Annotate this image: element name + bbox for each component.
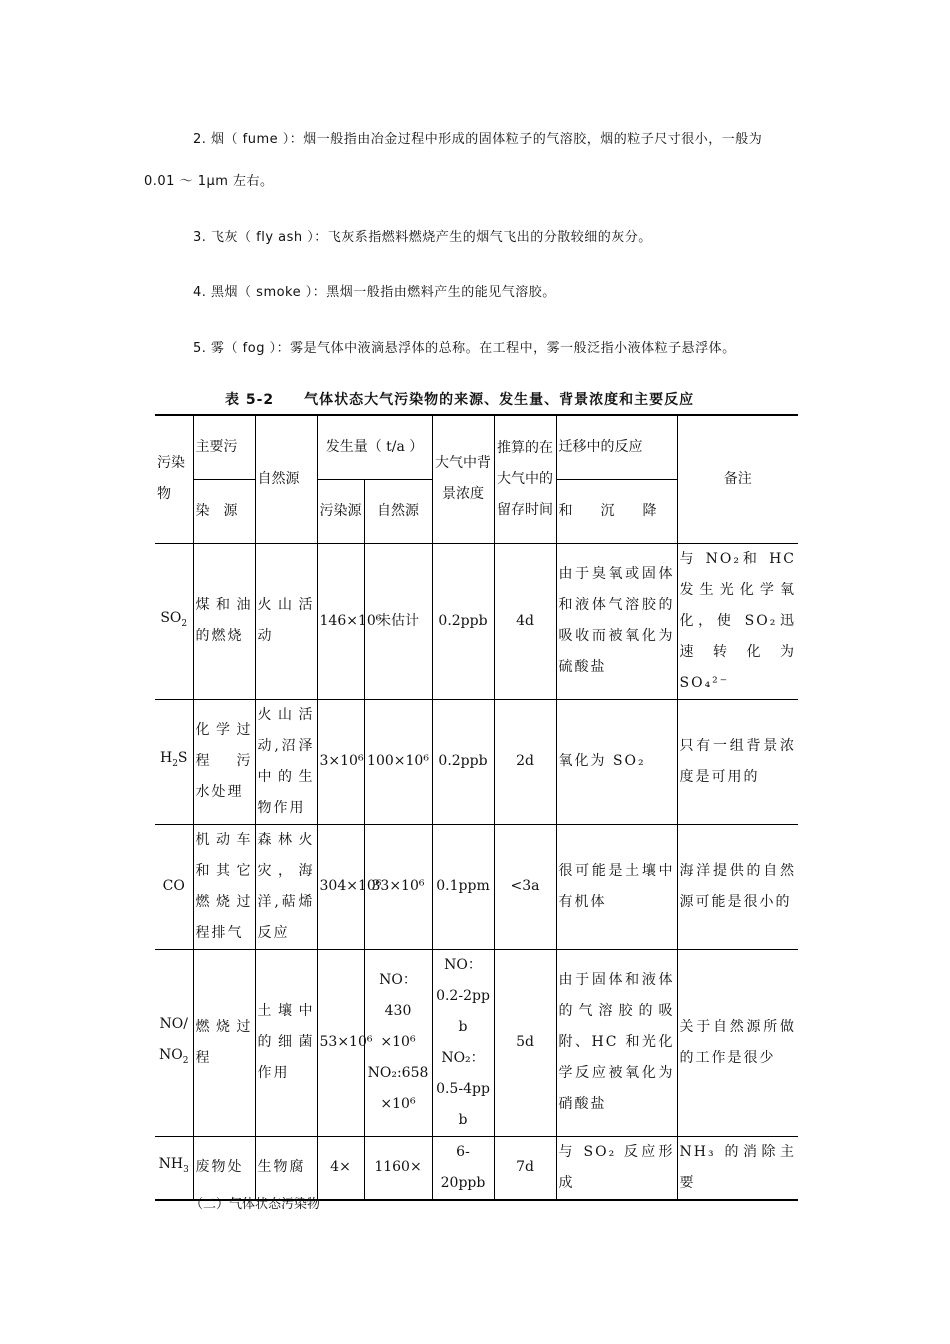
remarks-cell: 与 NO₂和 HC 发生光化学氧化，使 SO₂迅速转化为 SO₄²⁻ [677,543,798,699]
pollutant-cell: NO/ $NO_2$ [155,949,193,1136]
remarks-cell: 海洋提供的自然源可能是很小的 [677,824,798,949]
header-main-source-top: 主要污 [193,415,255,479]
residence-cell: 4d [494,543,556,699]
table-row [155,699,798,824]
natural-source-cell: 火山活动 [255,543,317,699]
table-caption: 表 5-2 气体状态大气污染物的来源、发生量、背景浓度和主要反应 [225,392,695,408]
residence-cell: 2d [494,699,556,824]
natural-source-cell: 土壤中的细菌作用 [255,949,317,1136]
emission-natural-cell: 33×10⁶ [364,824,432,949]
table-row [155,543,798,699]
emission-pollution-cell: 3×10⁶ [317,699,364,824]
paragraph-fume-line2: 0.01 ～ 1μm 左右。 [144,174,274,189]
header-emission: 发生量（ t/a ） [317,415,432,479]
remarks-cell: 关于自然源所做的工作是很少 [677,949,798,1136]
main-source-cell: 煤和油的燃烧 [193,543,255,699]
table-row [155,824,798,949]
header-reaction-top: 迁移中的反应 [556,415,677,479]
header-residence: 推算的在大气中的留存时间 [494,415,556,543]
emission-pollution-cell: 304×10⁶ [317,824,364,949]
background-cell: 0.2ppb [432,543,494,699]
emission-pollution-cell: 4× [317,1136,364,1200]
remarks-cell: NH₃ 的消除主要 [677,1136,798,1200]
main-source-cell: 废物处 [193,1136,255,1200]
emission-natural-cell: 100×10⁶ [364,699,432,824]
reaction-cell: 由于固体和液体的气溶胶的吸附、HC 和光化学反应被氧化为硝酸盐 [556,949,677,1136]
paragraph-fly-ash: 3. 飞灰（ fly ash ）：飞灰系指燃料燃烧产生的烟气飞出的分散较细的灰分。 [193,230,652,245]
reaction-cell: 氧化为 SO₂ [556,699,677,824]
section-heading-gaseous-pollutants: （二）气体状态污染物 [190,1197,321,1212]
background-cell: 6-20ppb [432,1136,494,1200]
residence-cell: 7d [494,1136,556,1200]
header-main-source-bottom: 染 源 [193,479,255,543]
natural-source-cell: 火山活动,沼泽中的生物作用 [255,699,317,824]
reaction-cell: 很可能是土壤中有机体 [556,824,677,949]
remarks-cell: 只有一组背景浓度是可用的 [677,699,798,824]
header-background: 大气中背景浓度 [432,415,494,543]
pollutant-cell: $H_2S$ [155,699,193,824]
natural-source-cell: 森林火灾，海洋,萜烯反应 [255,824,317,949]
main-source-cell: 机动车和其它燃烧过程排气 [193,824,255,949]
background-cell: NO： 0.2-2pp b NO₂： 0.5-4pp b [432,949,494,1136]
main-source-cell: 化学过程 污水处理 [193,699,255,824]
reaction-cell: 与 SO₂ 反应形成 [556,1136,677,1200]
header-pollutant: 污染物 [155,415,193,543]
header-row-1 [155,415,798,479]
paragraph-fog: 5. 雾（ fog ）：雾是气体中液滴悬浮体的总称。在工程中，雾一般泛指小液体粒子悬浮体。 [193,341,736,356]
header-emission-natural: 自然源 [364,479,432,543]
main-source-cell: 燃烧过程 [193,949,255,1136]
header-emission-pollution: 污染源 [317,479,364,543]
table-row [155,1136,798,1200]
background-cell: 0.2ppb [432,699,494,824]
background-cell: 0.1ppm [432,824,494,949]
natural-source-cell: 生物腐 [255,1136,317,1200]
table-row [155,949,798,1136]
residence-cell: <3a [494,824,556,949]
pollutant-cell: $NH_3$ [155,1136,193,1200]
paragraph-fume-line1: 2. 烟（ fume ）：烟一般指由冶金过程中形成的固体粒子的气溶胶，烟的粒子尺寸很小，一般为 [193,132,763,147]
pollutant-cell: $SO_2$ [155,543,193,699]
paragraph-smoke: 4. 黑烟（ smoke ）：黑烟一般指由燃料产生的能见气溶胶。 [193,285,556,300]
reaction-cell: 由于臭氧或固体和液体气溶胶的吸收而被氧化为硫酸盐 [556,543,677,699]
emission-natural-cell: NO：430 ×10⁶ NO₂:658 ×10⁶ [364,949,432,1136]
residence-cell: 5d [494,949,556,1136]
pollutant-cell: CO [155,824,193,949]
emission-pollution-cell: 146×10⁶ [317,543,364,699]
emission-natural-cell: 1160× [364,1136,432,1200]
header-natural-source: 自然源 [255,415,317,543]
header-remarks: 备注 [677,415,798,543]
pollutant-table [155,414,798,1201]
emission-natural-cell: 未估计 [364,543,432,699]
header-reaction-bottom: 和 沉 降 [556,479,677,543]
emission-pollution-cell: 53×10⁶ [317,949,364,1136]
